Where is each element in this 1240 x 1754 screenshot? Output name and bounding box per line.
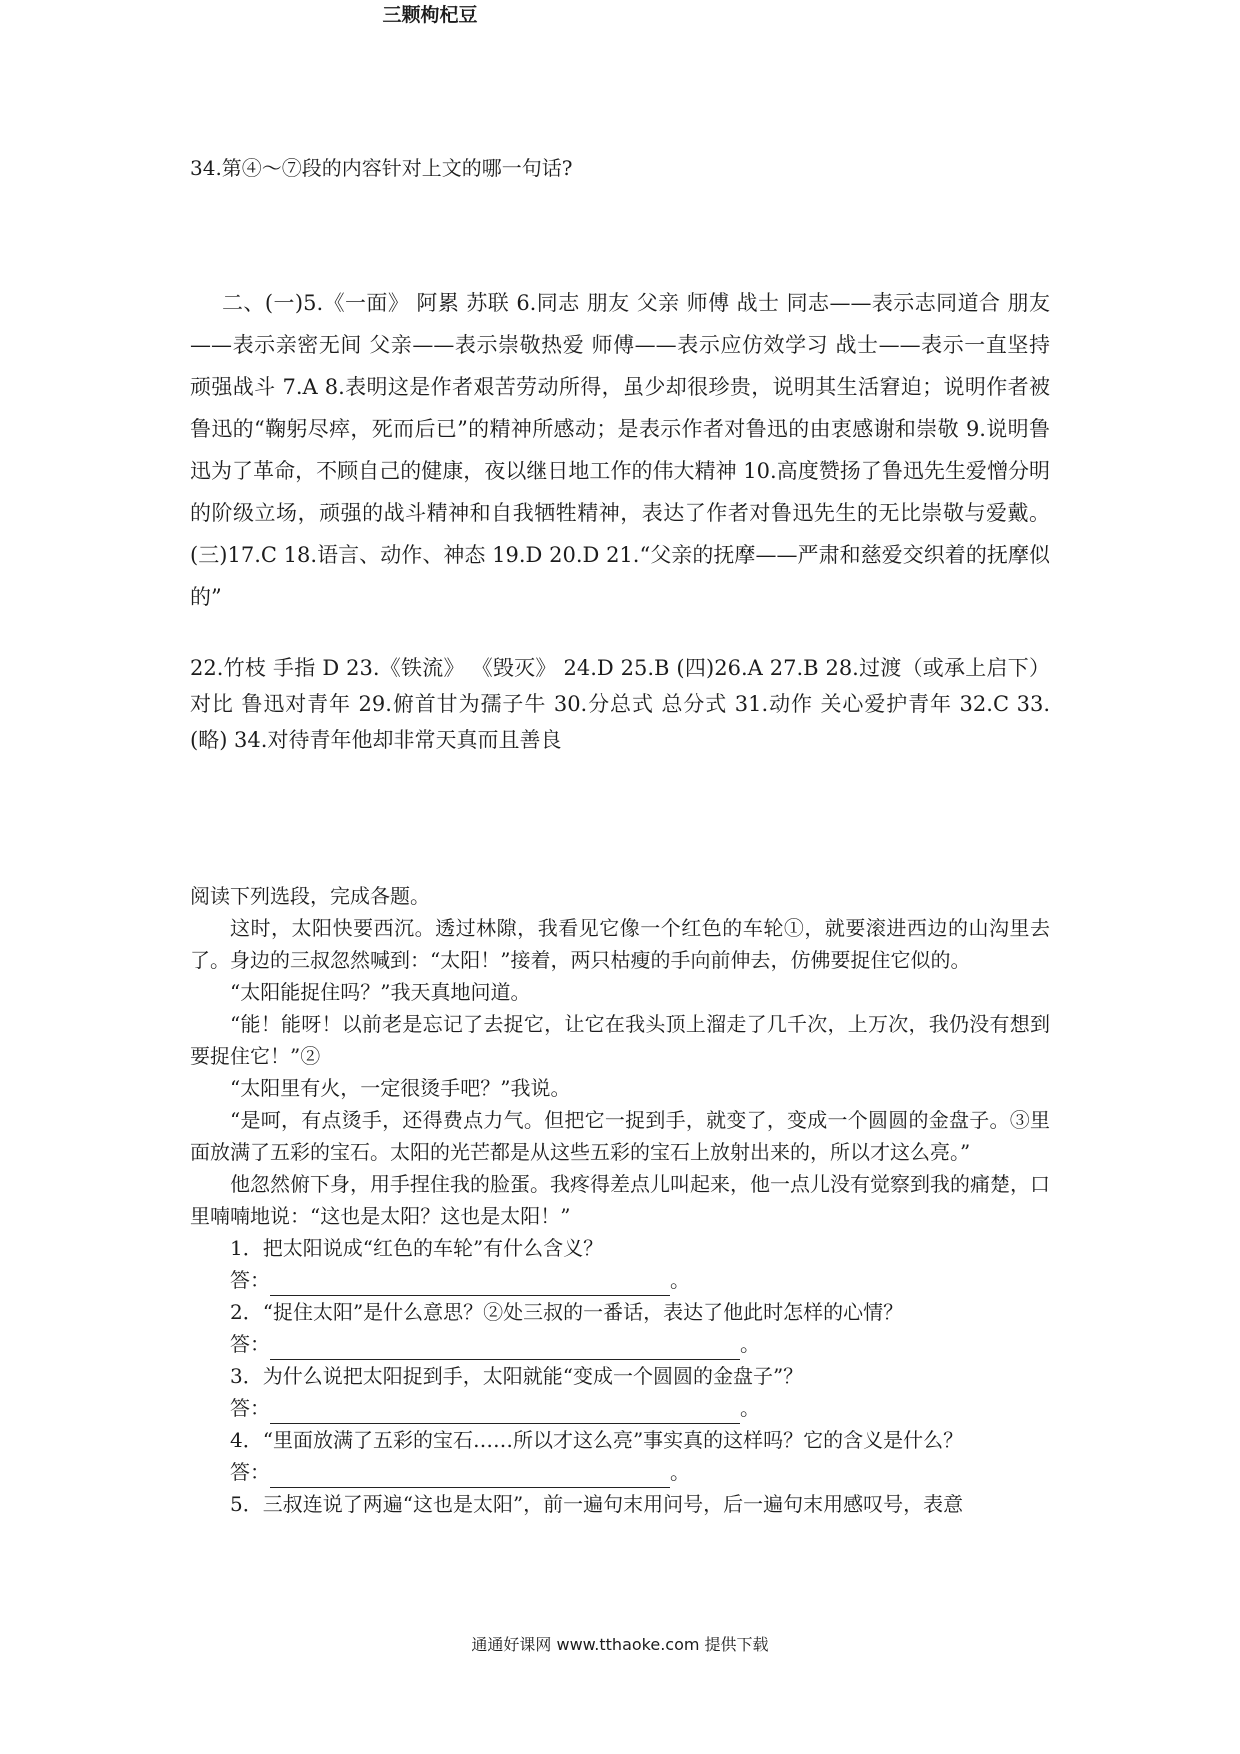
answer-key-paragraph-2: 22.竹枝 手指 D 23.《铁流》 《毁灭》 24.D 25.B (四)26.A 27.B 28.过渡（或承上启下） 对比 鲁迅对青年 29.俯首甘为孺子牛 30.分总式 总分式 31.动作 关心爱护青年 32.C 33.(略) 34.对待青年他却非常天真而且善良	[190, 656, 1050, 752]
paragraph-4: “太阳里有火，一定很烫手吧？”我说。	[230, 1076, 571, 1100]
question-2: 2．“捉住太阳”是什么意思？②处三叔的一番话，表达了他此时怎样的心情？	[230, 1300, 904, 1324]
question-1: 1．把太阳说成“红色的车轮”有什么含义？	[230, 1236, 604, 1260]
answer-line-1	[190, 1264, 1050, 1296]
answer-key-paragraph: 二、(一)5.《一面》 阿累 苏联 6.同志 朋友 父亲 师傅 战士 同志——表示志同道合 朋友——表示亲密无间 父亲——表示崇敬热爱 师傅——表示应仿效学习 战士——表示一直坚持顽强战斗 7.A 8.表明这是作者艰苦劳动所得，虽少却很珍贵，说明其生活窘迫；说明作者被鲁迅的“鞠躬尽瘁，死而后已”的精神所感动；是表示作者对鲁迅的由衷感谢和崇敬 9.说明鲁迅为了革命，不顾自己的健康，夜以继日地工作的伟大精神 10.高度赞扬了鲁迅先生爱憎分明的阶级立场，顽强的战斗精神和自我牺牲精神，表达了作者对鲁迅先生的无比崇敬与爱戴。(三)17.C 18.语言、动作、神态 19.D 20.D 21.“父亲的抚摩——严肃和慈爱交织着的抚摩似的”	[190, 291, 1050, 609]
question-34: 34.第④～⑦段的内容针对上文的哪一句话?	[190, 156, 573, 180]
answer-suffix: 。	[670, 1268, 690, 1292]
answer-blank[interactable]	[270, 1273, 670, 1296]
answer-prefix: 答：	[230, 1332, 270, 1356]
paragraph-3: “能！能呀！以前老是忘记了去捉它，让它在我头顶上溜走了几千次，上万次，我仍没有想到要捉住它！”②	[190, 1012, 1050, 1068]
answer-prefix: 答：	[230, 1460, 270, 1484]
answer-blank[interactable]	[270, 1337, 740, 1360]
question-4: 4．“里面放满了五彩的宝石……所以才这么亮”事实真的这样吗？它的含义是什么？	[230, 1428, 964, 1452]
answer-line-2	[190, 1328, 1050, 1360]
paragraph-2: “太阳能捉住吗？”我天真地问道。	[230, 980, 531, 1004]
page-footer: 通通好课网 www.tthaoke.com 提供下载	[471, 1635, 769, 1654]
answer-blank[interactable]	[270, 1401, 740, 1424]
answer-prefix: 答：	[230, 1268, 270, 1292]
answer-prefix: 答：	[230, 1396, 270, 1420]
reading-passage	[190, 880, 1050, 1520]
question-5: 5．三叔连说了两遍“这也是太阳”，前一遍句末用问号，后一遍句末用感叹号，表意	[230, 1492, 964, 1516]
passage-title: 三颗枸杞豆	[382, 4, 478, 26]
answer-suffix: 。	[670, 1460, 690, 1484]
answer-blank[interactable]	[270, 1465, 670, 1488]
answer-suffix: 。	[740, 1396, 760, 1420]
paragraph-5: “是呵，有点烫手，还得费点力气。但把它一捉到手，就变了，变成一个圆圆的金盘子。③里面放满了五彩的宝石。太阳的光芒都是从这些五彩的宝石上放射出来的，所以才这么亮。”	[190, 1108, 1050, 1164]
answer-line-3	[190, 1392, 1050, 1424]
paragraph-1: 这时，太阳快要西沉。透过林隙，我看见它像一个红色的车轮①，就要滚进西边的山沟里去了。身边的三叔忽然喊到：“太阳！”接着，两只枯瘦的手向前伸去，仿佛要捉住它似的。	[190, 916, 1050, 972]
instruction: 阅读下列选段，完成各题。	[190, 884, 430, 908]
paragraph-6: 他忽然俯下身，用手捏住我的脸蛋。我疼得差点儿叫起来，他一点儿没有觉察到我的痛楚，口里喃喃地说：“这也是太阳？这也是太阳！”	[190, 1172, 1050, 1228]
question-3: 3．为什么说把太阳捉到手，太阳就能“变成一个圆圆的金盘子”？	[230, 1364, 804, 1388]
answer-suffix: 。	[740, 1332, 760, 1356]
answer-line-4	[190, 1456, 1050, 1488]
